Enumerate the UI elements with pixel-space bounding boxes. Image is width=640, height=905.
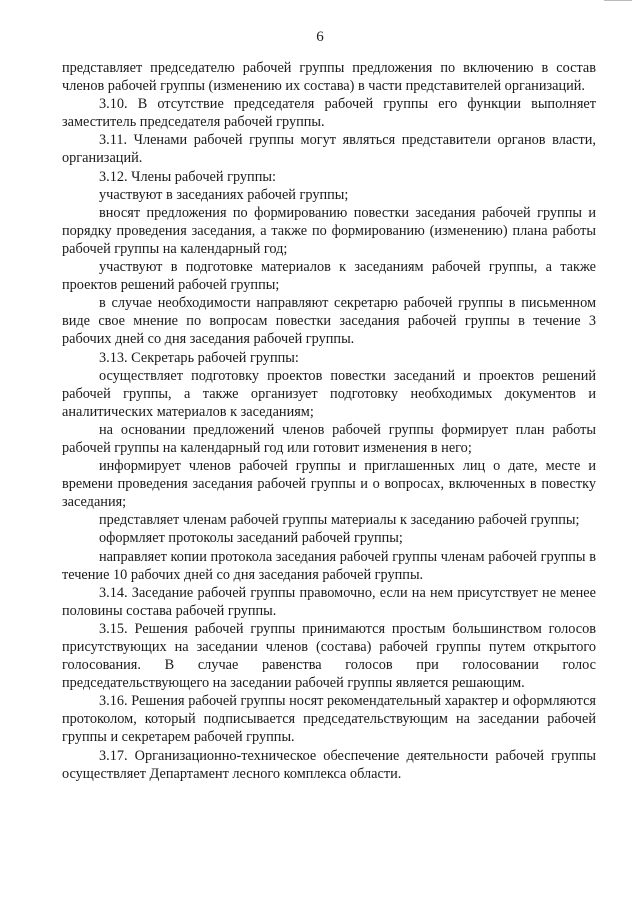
list-item: направляет копии протокола заседания рабочей группы членам рабочей группы в течение 10 рабочих дней со дня заседания рабочей группы. bbox=[62, 548, 596, 583]
list-item: представляет членам рабочей группы материалы к заседанию рабочей группы; bbox=[99, 512, 580, 529]
list-item: оформляет протоколы заседаний рабочей группы; bbox=[99, 530, 403, 547]
scan-corner-mark bbox=[604, 0, 632, 7]
paragraph-3-14: 3.14. Заседание рабочей группы правомочно, если на нем присутствует не менее половины состава рабочей группы. bbox=[62, 584, 596, 619]
paragraph-3-16: 3.16. Решения рабочей группы носят рекомендательный характер и оформляются протоколом, который подписывается председательствующим на заседании рабочей группы и секретарем рабочей группы. bbox=[62, 693, 596, 746]
page-number: 6 bbox=[316, 29, 324, 45]
list-item: осуществляет подготовку проектов повестки заседаний и проектов решений рабочей группы, а также организует подготовку необходимых документов и аналитических материалов к заседаниям; bbox=[62, 367, 596, 420]
list-item: участвуют в подготовке материалов к заседаниям рабочей группы, а также проектов решений рабочей группы; bbox=[62, 259, 596, 294]
paragraph-3-10: 3.10. В отсутствие председателя рабочей группы его функции выполняет заместитель председателя рабочей группы. bbox=[62, 96, 596, 131]
paragraph-continuation: представляет председателю рабочей группы предложения по включению в состав членов рабочей группы (изменению их состава) в части представителей организаций. bbox=[62, 60, 596, 95]
list-item: вносят предложения по формированию повестки заседания рабочей группы и порядку проведения заседания, а также по формированию (изменению) плана работы рабочей группы на календарный год; bbox=[62, 204, 596, 257]
list-item: в случае необходимости направляют секретарю рабочей группы в письменном виде свое мнение по вопросам повестки заседания рабочей группы в течение 3 рабочих дней со дня заседания рабочей группы. bbox=[62, 295, 596, 348]
paragraph-3-11: 3.11. Членами рабочей группы могут являться представители органов власти, организаций. bbox=[62, 132, 596, 167]
list-item: информирует членов рабочей группы и приглашенных лиц о дате, месте и времени проведения заседания рабочей группы и о вопросах, включенных в повестку заседания; bbox=[62, 458, 596, 511]
paragraph-3-17: 3.17. Организационно-техническое обеспечение деятельности рабочей группы осуществляет Департамент лесного комплекса области. bbox=[62, 747, 596, 782]
paragraph-3-12-heading: 3.12. Члены рабочей группы: bbox=[99, 168, 276, 185]
document-body bbox=[62, 59, 596, 783]
paragraph-3-13-heading: 3.13. Секретарь рабочей группы: bbox=[99, 349, 299, 366]
list-item: участвуют в заседаниях рабочей группы; bbox=[99, 186, 349, 203]
list-item: на основании предложений членов рабочей группы формирует план работы рабочей группы на календарный год или готовит изменения в него; bbox=[62, 421, 596, 456]
paragraph-3-15: 3.15. Решения рабочей группы принимаются простым большинством голосов присутствующих на заседании членов (состава) рабочей группы путем открытого голосования. В случае равенства голосов при голосовании голос председательствующего на заседании рабочей группы является решающим. bbox=[62, 620, 596, 692]
